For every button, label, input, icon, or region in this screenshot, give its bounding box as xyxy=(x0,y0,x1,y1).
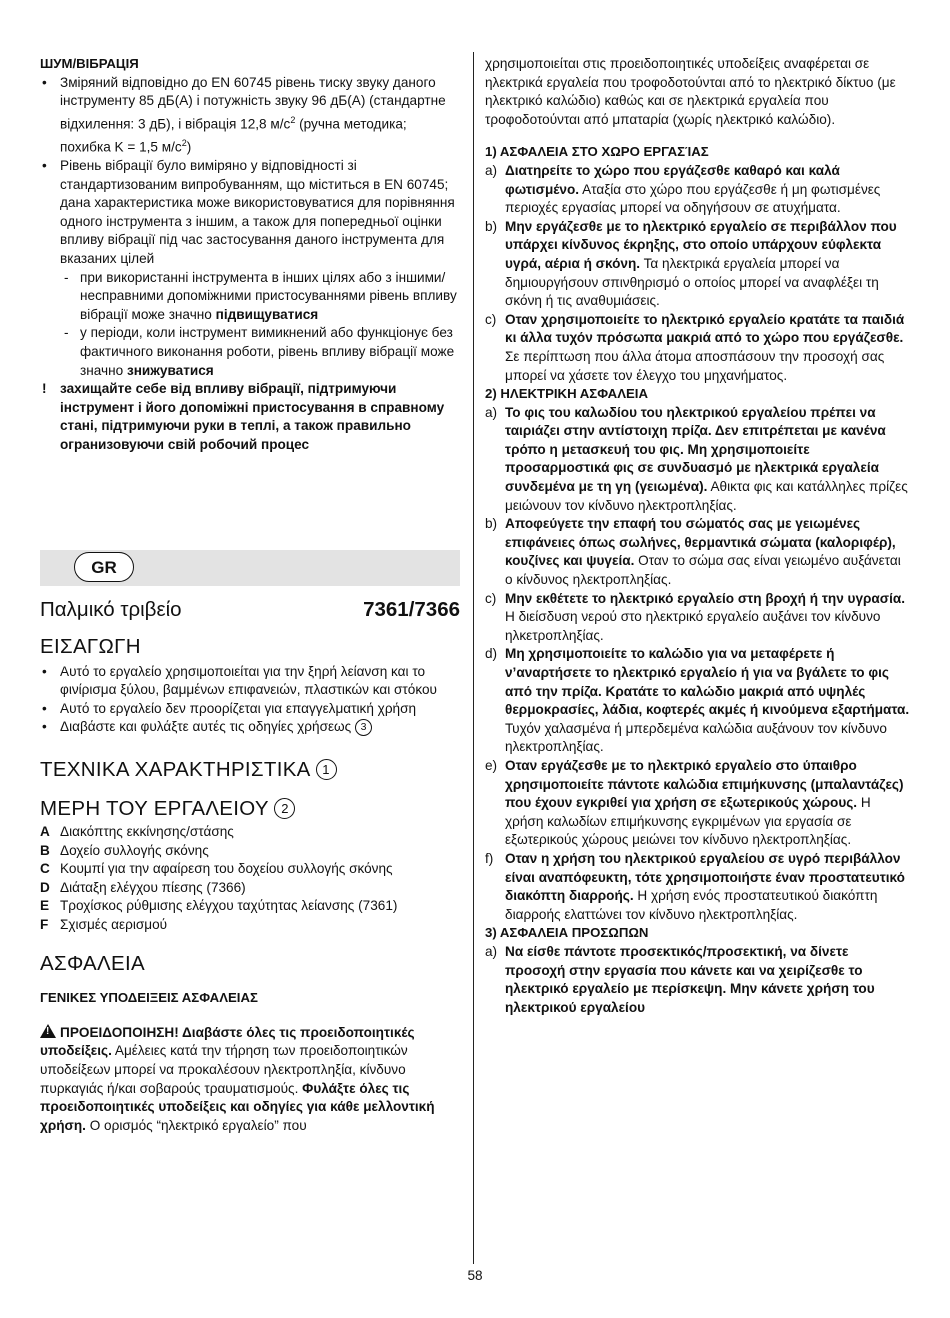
right-column xyxy=(485,55,910,1017)
list-item: D Διάταξη ελέγχου πίεσης (7366) xyxy=(40,879,246,895)
list-item: F Σχισμές αερισμού xyxy=(40,916,168,932)
warning-triangle-icon xyxy=(40,1024,56,1038)
list-item: c) Οταν χρησιμοποιείτε το ηλεκτρικό εργαλείο κρατάτε τα παιδιά κι άλλα τυχόν πρόσωπα μακριά από το χώρο που εργάζεσθε. Σε περίπτωση που άλλα άτομα αποσπάσουν την προσοχή σας μπορεί να χάσετε τον έλεγχο του μηχανήματος. xyxy=(485,311,905,383)
personal-safety-heading: 3) ΑΣΦΑΛΕΙΑ ΠΡΟΣΩΠΩΝ xyxy=(485,925,649,941)
list-item: A Διακόπτης εκκίνησης/στάσης xyxy=(40,823,234,839)
list-item: • Зміряний відповідно до EN 60745 рівень тиску звуку даного інструменту 85 дБ(A) і потужність звуку 96 дБ(A) (стандартне відхилення: 3 дБ), і вібрація 12,8 $м/с^2$ (ручна методика; похибка K = 1,5 $м/с^2$) xyxy=(40,74,460,157)
list-item: • Αυτό το εργαλείο χρησιμοποιείται για την ξηρή λείανση και το φινίρισμα ξύλου, βαμμένων επιφανειών, πλαστικών και στόκου xyxy=(40,663,460,700)
parts-list xyxy=(40,823,460,935)
list-item: a) Το φις του καλωδίου του ηλεκτρικού εργαλείου πρέπει να ταιριάζει στην αντίστοιχη πρίζα. Δεν επιτρέπεται με κανένα τρόπο η μετασκευή του φις. Μη χρησιμοποιείτε προσαρμοστικά φις σε συνδυασμό με ηλεκτρικά εργαλεία συνδεμένα με τη γη (γειωμένα). Αθικτα φις και κατάλληλες πρίζες μειώνουν τον κίνδυνο ηλεκτροπληξίας. xyxy=(485,404,908,513)
product-title-row xyxy=(40,598,460,622)
language-badge: GR xyxy=(74,552,134,582)
language-band xyxy=(40,550,460,586)
figure-ref-3: 3 xyxy=(355,719,372,736)
workplace-safety-list xyxy=(485,162,910,385)
general-warning-paragraph: !ΠΡΟΕΙΔΟΠΟΙΗΣΗ! Διαβάστε όλες τις προειδοποιητικές υποδείξεις. Αμέλειες κατά την τήρηση των προειδοποιητικών υποδείξεων μπορεί να προκαλέσουν ηλεκτροπληξία, κίνδυνο πυρκαγιάς ή/και σοβαρούς τραυματισμούς. Φυλάξτε όλες τις προειδοποιητικές υποδείξεις και οδηγίες για κάθε μελλοντική χρήση. Ο ορισμός “ηλεκτρικό εργαλείο” που xyxy=(40,1024,460,1136)
workplace-safety-heading: 1) ΑΣΦΑΛΕΙΑ ΣΤΟ ΧΩΡΟ ΕΡΓΑΣΊΑΣ xyxy=(485,144,709,160)
tech-specs-heading: ΤΕΧΝΙΚΑ ΧΑΡΑΚΤΗΡΙΣΤΙΚΑ 1 xyxy=(40,759,460,780)
list-item: a) Διατηρείτε το χώρο που εργάζεσθε καθαρό και καλά φωτισμένο. Αταξία στο χώρο που εργάζεσθε ή μη φωτισμένες περιοχές εργασίας μπορεί να οδηγήσουν σε ατυχήματα. xyxy=(485,162,881,216)
intro-list xyxy=(40,663,460,737)
dash-list xyxy=(60,269,460,381)
vibration-warning: ! захищайте себе від впливу вібрації, підтримуючи інструмент і його допоміжні пристосування в справному стані, підтримуючи руки в теплі, а також правильно огранизовуючи свій робочий процес xyxy=(42,381,445,452)
list-item: - у періоди, коли інструмент вимикнений або функціонує без фактичного виконання роботи, рівень впливу вібрації може значно знижуватися xyxy=(60,324,460,380)
list-item: B Δοχείο συλλογής σκόνης xyxy=(40,842,209,858)
list-item: e) Οταν εργάζεσθε με το ηλεκτρικό εργαλείο στο ύπαιθρο χρησιμοποιείτε πάντοτε καλώδια επιμήκυνσης (μπαλαντάζες) που έχουν εγκριθεί για χρήση σε εξωτερικούς χώρους. Η χρήση καλωδίων επιμήκυνσης εγκριμένων για εργασία σε εξωτερικούς χώρους μειώνει τον κίνδυνο ηλεκτροπληξίας. xyxy=(485,757,904,848)
intro-heading: ΕΙΣΑΓΩΓΗ xyxy=(40,635,141,658)
list-item: c) Μην εκθέτετε το ηλεκτρικό εργαλείο στη βροχή ή την υγρασία. Η διείσδυση νερού στο ηλεκτρικό εργαλείο αυξάνει τον κίνδυνο ηλκετροπληξίας. xyxy=(485,590,905,643)
product-title: Παλμικό τριβείο xyxy=(40,598,182,621)
list-item: a) Να είσθε πάντοτε προσεκτικός/προσεκτική, να δίνετε προσοχή στην εργασία που κάνετε και να χειρίζεσθε το ηλεκτρικό εργαλείο με περίσκεψη. Μην κάνετε χρήση του ηλεκτρικού εργαλείου xyxy=(485,943,875,1015)
electrical-safety-heading: 2) ΗΛΕΚΤΡΙΚΗ ΑΣΦΑΛΕΙΑ xyxy=(485,386,648,402)
list-item: - при використанні інструмента в інших цілях або з іншими/несправними допоміжними пристосуваннями рівень впливу вібрації може значно підвищуватися xyxy=(60,269,460,325)
figure-ref-1: 1 xyxy=(316,759,337,780)
column-divider xyxy=(473,52,474,1264)
list-item: b) Αποφεύγετε την επαφή του σώματός σας με γειωμένες επιφάνειες όπως σωλήνες, θερμαντικά σώματα (καλοριφέρ), κουζίνες και ψυγεία. Οταν το σώμα σας είναι γειωμένο αυξάνεται ο κίνδυνος ηλεκτροπληξίας. xyxy=(485,516,901,588)
personal-safety-list xyxy=(485,943,910,1017)
noise-list xyxy=(40,74,460,269)
product-model: 7361/7366 xyxy=(363,598,460,621)
parts-heading: ΜΕΡΗ ΤΟΥ ΕΡΓΑΛΕΙΟΥ 2 xyxy=(40,798,460,819)
list-item: f) Οταν η χρήση του ηλεκτρικού εργαλείου σε υγρό περιβάλλον είναι αναπόφευκτη, τότε χρησιμοποιήστε έναν προστατευτικό διακόπτη διαρροής. Η χρήση ενός προστατευτικού διακόπτη διαρροής ελαττώνει τον κίνδυνο ηλεκτροπληξίας. xyxy=(485,850,905,922)
noise-vibration-heading: ШУМ/ВІБРАЦІЯ xyxy=(40,56,139,71)
figure-ref-2: 2 xyxy=(274,798,295,819)
list-item: d) Μη χρησιμοποιείτε το καλώδιο για να μεταφέρετε ή ν’αναρτήσετε το ηλεκτρικό εργαλείο ή για να βγάλετε το φις από την πρίζα. Κρατάτε το καλώδιο μακριά από υψηλές θερμοκρασίες, λάδια, κοφτερές ακμές ή κινούμενα εξαρτήματα. Τυχόν χαλασμένα ή μπερδεμένα καλώδια αυξάνουν τον κίνδυνο ηλεκτροπληξίας. xyxy=(485,646,910,755)
left-column xyxy=(40,55,460,455)
general-safety-heading: ΓΕΝΙΚΕΣ ΥΠΟΔΕΙΞΕΙΣ ΑΣΦΑΛΕΙΑΣ xyxy=(40,990,258,1006)
list-item: E Τροχίσκος ρύθμισης ελέγχου ταχύτητας λείανσης (7361) xyxy=(40,898,398,914)
page-number: 58 xyxy=(467,1268,483,1283)
safety-heading: ΑΣΦΑΛΕΙΑ xyxy=(40,951,145,975)
list-item: b) Μην εργάζεσθε με το ηλεκτρικό εργαλείο σε περιβάλλον που υπάρχει κίνδυνος έκρηξης, στο οποίο υπάρχουν εύφλεκτα υγρά, αέρια ή σκόνη. Τα ηλεκτρικά εργαλεία μπορεί να δημιουργήσουν σπινθηρισμό ο οποίος μπορεί να αναφλέξει τη σκόνη ή τις αναθυμιάσεις. xyxy=(485,218,897,309)
left-lower-column xyxy=(40,635,460,1135)
list-item: • Рівень вібрації було виміряно у відповідності зі стандартизованим випробуванням, що міститься в EN 60745; дана характеристика може використовуватися для порівняння одного інструмента з іншим, а також для попередньої оцінки впливу вібрації під час застосування даного інструмента для вказаних цілей xyxy=(40,157,460,269)
list-item: • Διαβάστε και φυλάξτε αυτές τις οδηγίες χρήσεως 3 xyxy=(40,718,460,737)
electrical-safety-list xyxy=(485,404,910,925)
list-item: • Αυτό το εργαλείο δεν προορίζεται για επαγγελματική χρήση xyxy=(40,700,460,719)
definition-continuation: χρησιμοποιείται στις προειδοποιητικές υποδείξεις αναφέρεται σε ηλεκτρικά εργαλεία που τροφοδοτούνται από το ηλεκτρικό δίκτυο (με ηλεκτρικό καλώδιο) καθώς και σε ηλεκτρικά εργαλεία που τροφοδοτούνται από μπαταρία (χωρίς ηλεκτρικό καλώδιο). xyxy=(485,56,896,127)
list-item: C Κουμπί για την αφαίρεση του δοχείου συλλογής σκόνης xyxy=(40,861,393,877)
